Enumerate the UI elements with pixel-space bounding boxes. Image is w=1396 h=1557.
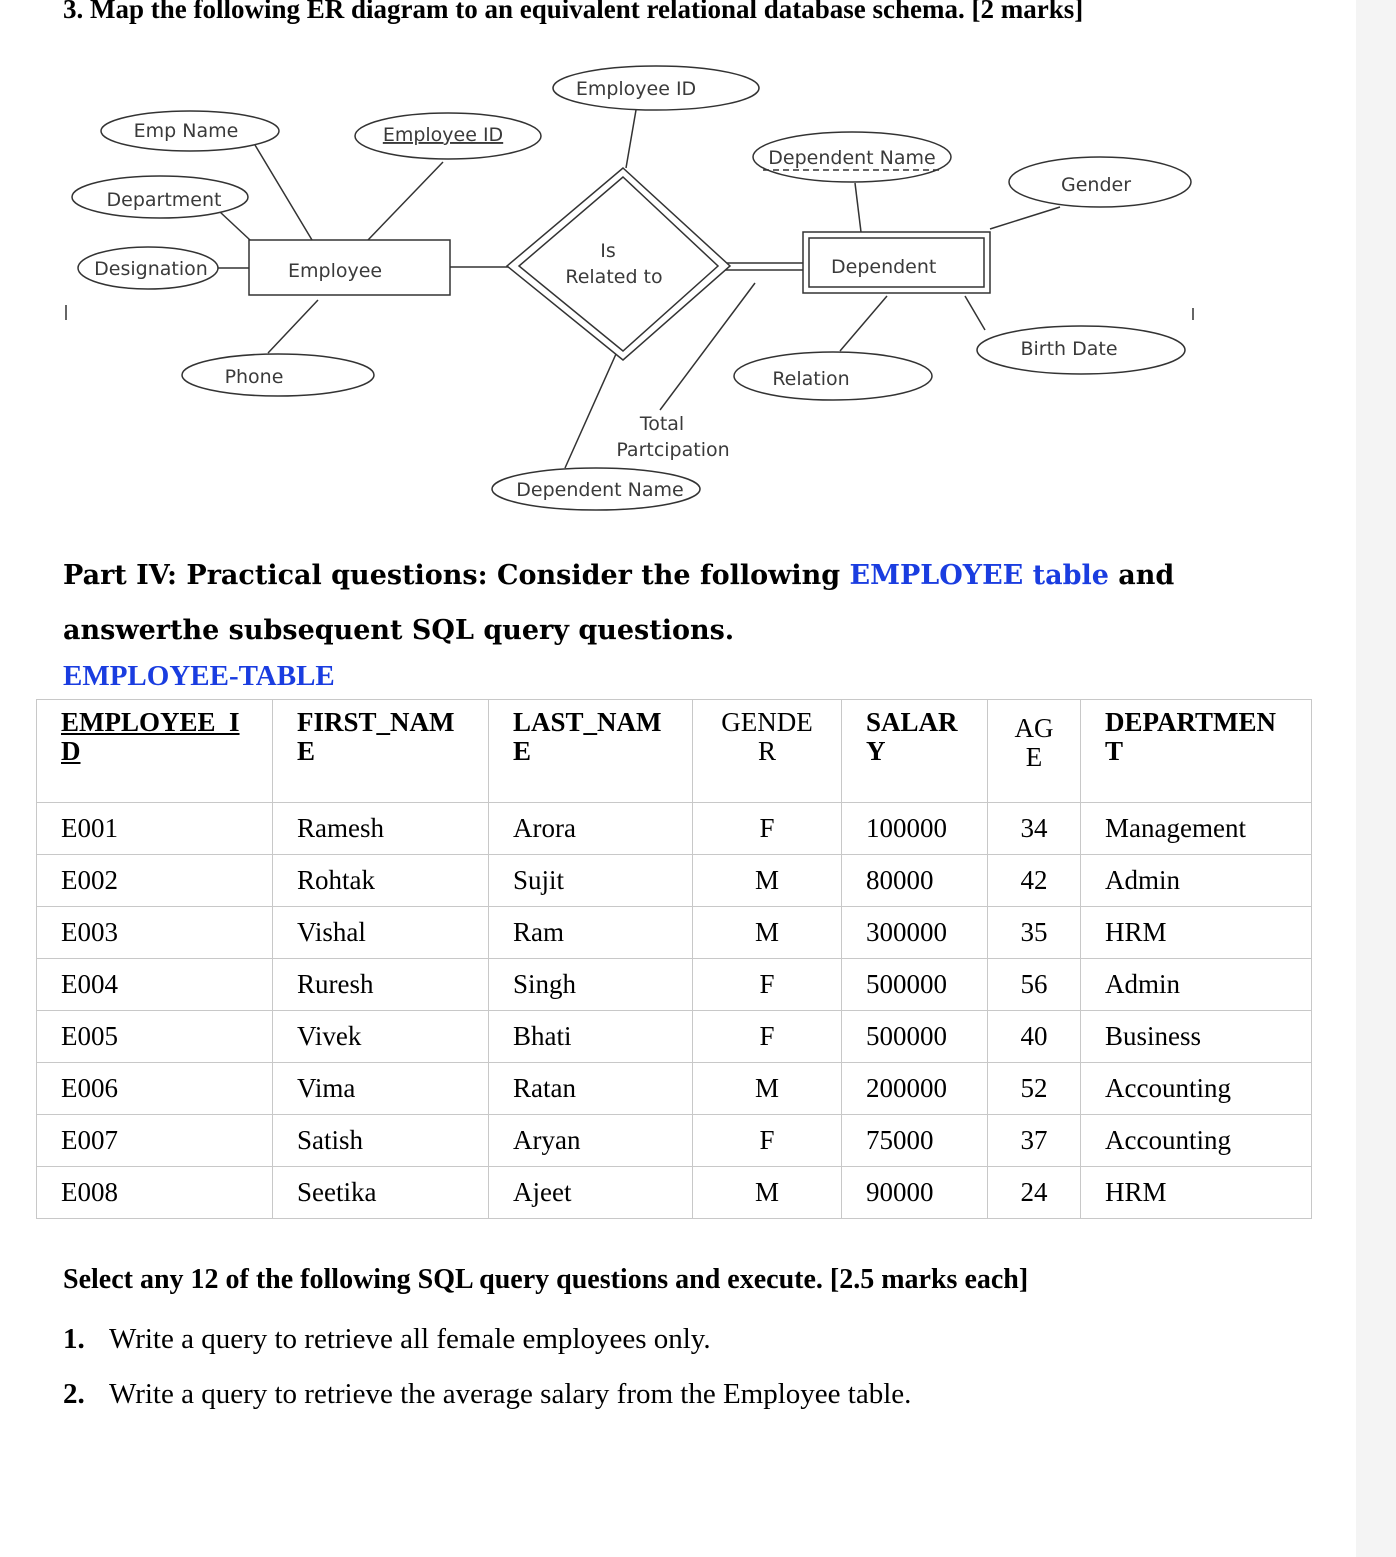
cell-last-name: Ratan <box>489 1063 693 1115</box>
attr-employee-id-key: Employee ID <box>382 124 504 146</box>
attr-designation: Designation <box>94 258 208 280</box>
employee-table <box>36 699 1312 1219</box>
table-row <box>37 803 1312 855</box>
attr-employee-id-top: Employee ID <box>575 78 697 100</box>
header-salary: SALAR Y <box>842 700 988 803</box>
employee-entity-label: Employee <box>288 260 383 282</box>
attr-phone: Phone <box>224 366 284 388</box>
table-row <box>37 1063 1312 1115</box>
part4-instructions <box>63 548 1253 658</box>
cell-gender: F <box>693 959 842 1011</box>
question-text: Write a query to retrieve the average salary from the Employee table. <box>109 1378 912 1410</box>
cell-first-name: Vishal <box>273 907 489 959</box>
cell-last-name: Ram <box>489 907 693 959</box>
attr-department: Department <box>106 189 222 211</box>
cell-department: Management <box>1081 803 1312 855</box>
total-participation-line2: Partcipation <box>616 439 730 461</box>
employee-entity <box>249 240 450 295</box>
cell-employee-id: E008 <box>37 1167 273 1219</box>
table-header-row <box>37 700 1312 803</box>
cell-gender: M <box>693 1167 842 1219</box>
part4-text-after: and answerthe subsequent SQL query questions. <box>63 560 1175 646</box>
cell-salary: 75000 <box>842 1115 988 1167</box>
question-number: 1. <box>63 1323 85 1355</box>
question-title: 3. Map the following ER diagram to an equivalent relational database schema. [2 marks] <box>63 0 1084 24</box>
attr-emp-name: Emp Name <box>133 120 239 142</box>
relationship-label-line1: Is <box>600 240 616 262</box>
cell-last-name: Singh <box>489 959 693 1011</box>
cell-age: 56 <box>988 959 1081 1011</box>
cell-salary: 300000 <box>842 907 988 959</box>
cell-employee-id: E005 <box>37 1011 273 1063</box>
cell-gender: M <box>693 1063 842 1115</box>
header-age: AG E <box>988 700 1081 803</box>
cell-first-name: Rohtak <box>273 855 489 907</box>
cell-age: 24 <box>988 1167 1081 1219</box>
list-item <box>63 1316 911 1371</box>
cell-department: HRM <box>1081 907 1312 959</box>
dependent-weak-entity <box>803 232 990 293</box>
is-related-to-relationship <box>507 168 730 360</box>
total-participation-line1: Total <box>639 413 685 435</box>
cell-employee-id: E003 <box>37 907 273 959</box>
table-row <box>37 1167 1312 1219</box>
cell-gender: F <box>693 803 842 855</box>
cell-age: 42 <box>988 855 1081 907</box>
cell-employee-id: E006 <box>37 1063 273 1115</box>
table-row <box>37 1011 1312 1063</box>
cell-salary: 80000 <box>842 855 988 907</box>
cell-first-name: Ruresh <box>273 959 489 1011</box>
cell-gender: M <box>693 907 842 959</box>
header-department: DEPARTMEN T <box>1081 700 1312 803</box>
question-number: 2. <box>63 1378 85 1410</box>
cell-first-name: Vima <box>273 1063 489 1115</box>
cell-employee-id: E001 <box>37 803 273 855</box>
cell-salary: 500000 <box>842 1011 988 1063</box>
cell-department: HRM <box>1081 1167 1312 1219</box>
attr-dependent-name-bottom: Dependent Name <box>516 479 684 501</box>
cell-last-name: Ajeet <box>489 1167 693 1219</box>
cell-age: 34 <box>988 803 1081 855</box>
cell-employee-id: E004 <box>37 959 273 1011</box>
cell-employee-id: E002 <box>37 855 273 907</box>
cell-salary: 500000 <box>842 959 988 1011</box>
cell-first-name: Seetika <box>273 1167 489 1219</box>
cell-department: Accounting <box>1081 1063 1312 1115</box>
part4-text-before: Part IV: Practical questions: Consider the following <box>63 560 850 591</box>
cell-age: 40 <box>988 1011 1081 1063</box>
cell-department: Admin <box>1081 959 1312 1011</box>
employee-table-title: EMPLOYEE-TABLE <box>63 660 335 692</box>
table-row <box>37 1115 1312 1167</box>
cell-last-name: Aryan <box>489 1115 693 1167</box>
cell-last-name: Bhati <box>489 1011 693 1063</box>
cell-department: Admin <box>1081 855 1312 907</box>
header-gender: GENDE R <box>693 700 842 803</box>
part4-employee-table-link: EMPLOYEE table <box>849 560 1109 591</box>
header-employee-id: EMPLOYEE_I D <box>37 700 273 803</box>
cell-age: 35 <box>988 907 1081 959</box>
cell-salary: 100000 <box>842 803 988 855</box>
cell-employee-id: E007 <box>37 1115 273 1167</box>
cell-salary: 90000 <box>842 1167 988 1219</box>
table-row <box>37 907 1312 959</box>
question-text: Write a query to retrieve all female employees only. <box>109 1323 711 1355</box>
er-diagram <box>0 0 1396 540</box>
header-last-name: LAST_NAM E <box>489 700 693 803</box>
attr-gender: Gender <box>1060 174 1132 196</box>
cell-first-name: Vivek <box>273 1011 489 1063</box>
header-first-name: FIRST_NAM E <box>273 700 489 803</box>
cell-department: Accounting <box>1081 1115 1312 1167</box>
table-row <box>37 855 1312 907</box>
attr-birth-date: Birth Date <box>1020 338 1118 360</box>
cell-department: Business <box>1081 1011 1312 1063</box>
dependent-entity-label: Dependent <box>831 256 937 278</box>
cell-gender: F <box>693 1011 842 1063</box>
select-instructions: Select any 12 of the following SQL query questions and execute. [2.5 marks each] <box>63 1264 1029 1295</box>
cell-age: 52 <box>988 1063 1081 1115</box>
list-item <box>63 1371 911 1426</box>
relationship-label-line2: Related to <box>565 266 663 288</box>
cell-gender: F <box>693 1115 842 1167</box>
cell-age: 37 <box>988 1115 1081 1167</box>
cell-gender: M <box>693 855 842 907</box>
cell-first-name: Satish <box>273 1115 489 1167</box>
attr-relation: Relation <box>772 368 850 390</box>
sql-question-list <box>63 1316 911 1426</box>
attr-dependent-name-partial-key: Dependent Name <box>768 147 936 169</box>
cell-last-name: Sujit <box>489 855 693 907</box>
cell-first-name: Ramesh <box>273 803 489 855</box>
cell-salary: 200000 <box>842 1063 988 1115</box>
table-row <box>37 959 1312 1011</box>
cell-last-name: Arora <box>489 803 693 855</box>
